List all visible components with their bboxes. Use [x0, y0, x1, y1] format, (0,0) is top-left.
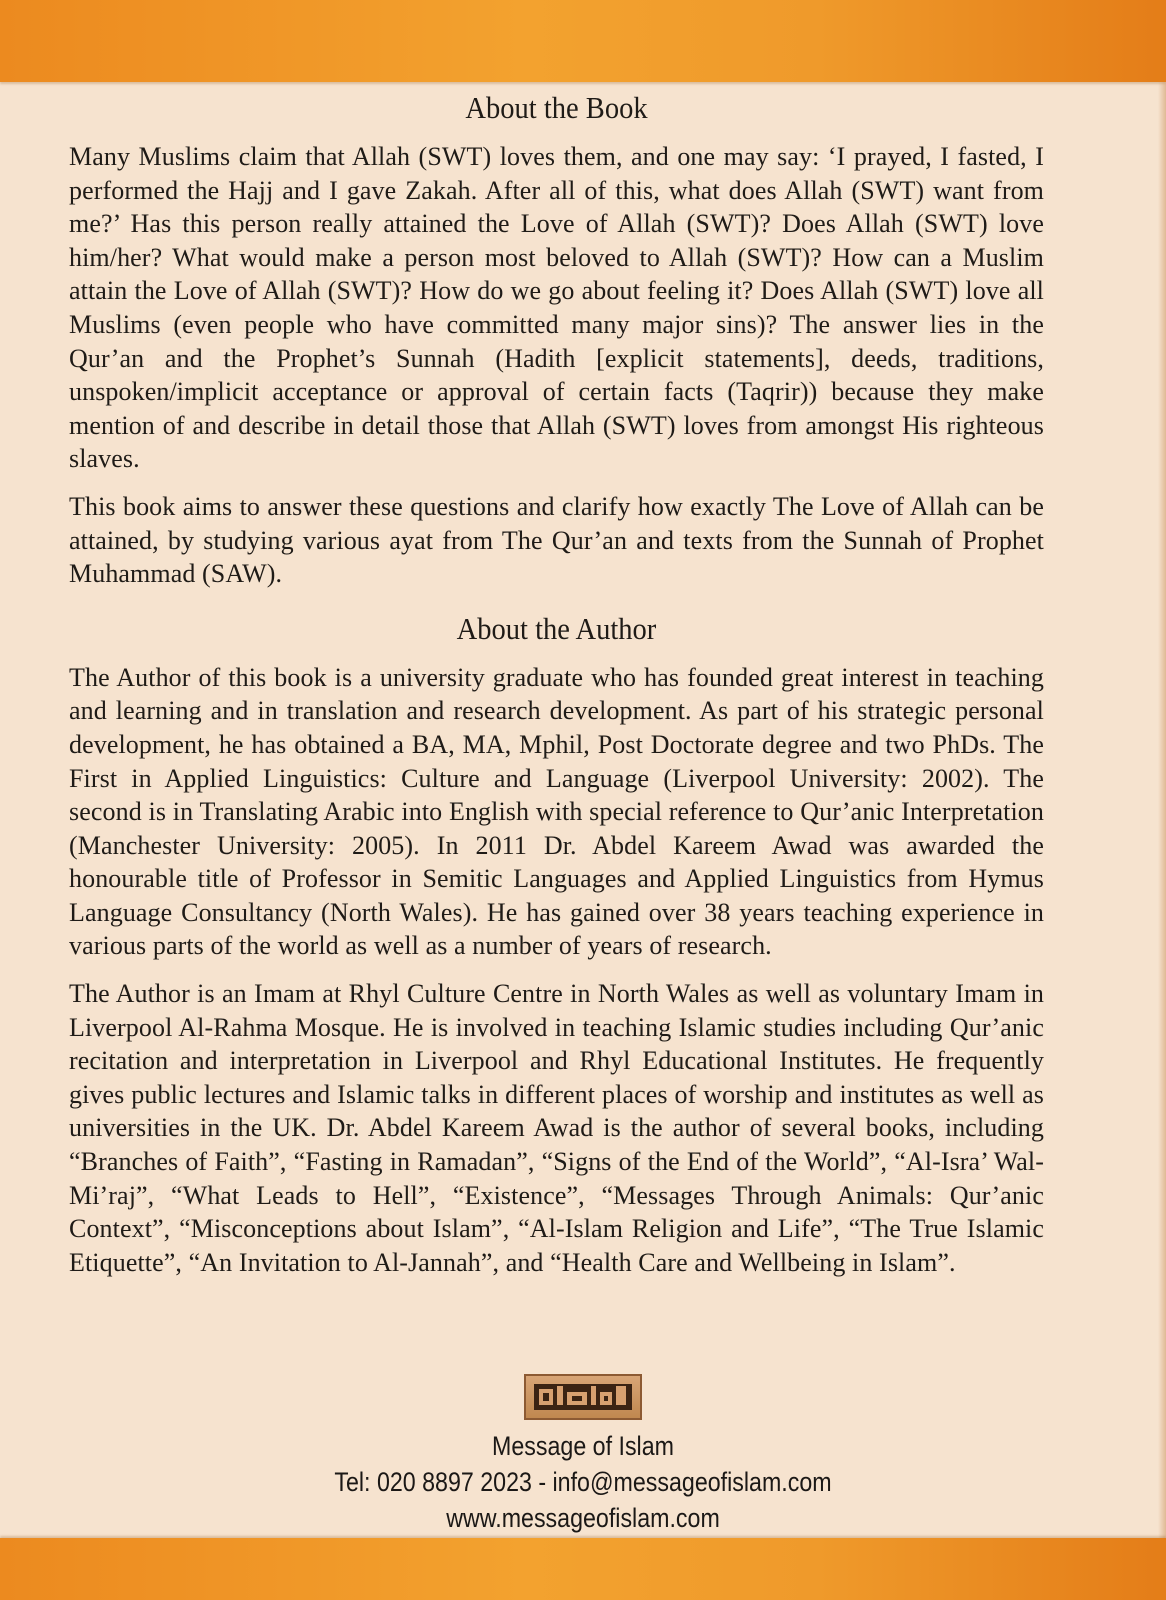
about-author-paragraph-2: The Author is an Imam at Rhyl Culture Centre in North Wales as well as voluntary Imam in Liverpool Al-Rahma Mosque. He is involved in teaching Islamic studies including Qur’anic recitation and interpretation in Liverpool and Rhyl Educational Institutes. He frequently gives public lectures and Islamic talks in different places of worship and institutes as well as universities in the UK. Dr. Abdel Kareem Awad is the author of several books, including “Branches of Faith”, “Fasting in Ramadan”, “Signs of the End of the World”, “Al-Isra’ Wal-Mi’raj”, “What Leads to Hell”, “Existence”, “Messages Through Animals: Qur’anic Context”, “Misconceptions about Islam”, “Al-Islam Religion and Life”, “The True Islamic Etiquette”, “An Invitation to Al-Jannah”, and “Health Care and Wellbeing in Islam”.: [69, 979, 1044, 1277]
about-book-paragraph-2: This book aims to answer these questions and clarify how exactly The Love of Allah can be attained, by studying various ayat from The Qur’an and texts from the Sunnah of Prophet Muhammad (SAW).: [69, 491, 1044, 589]
top-orange-band: [0, 0, 1166, 82]
about-author-paragraph-1: The Author of this book is a university graduate who has founded great interest in teaching and learning and in translation and research development. As part of his strategic personal development, he has obtained a BA, MA, Mphil, Post Doctorate degree and two PhDs. The First in Applied Linguistics: Culture and Language (Liverpool University: 2002). The second is in Translating Arabic into English with special reference to Qur’anic Interpretation (Manchester University: 2005). In 2011 Dr. Abdel Kareem Awad was awarded the honourable title of Professor in Semitic Languages and Applied Linguistics from Hymus Language Consultancy (North Wales). He has gained over 38 years teaching experience in various parts of the world as well as a number of years of research.: [69, 662, 1044, 961]
about-book-heading: About the Book: [465, 90, 648, 125]
publisher-name: Message of Islam: [492, 1431, 674, 1461]
message-of-islam-logo-icon: [524, 1374, 642, 1420]
right-edge-shadow: [1158, 82, 1166, 1538]
about-author-heading: About the Author: [456, 610, 657, 646]
about-book-paragraph-1: Many Muslims claim that Allah (SWT) loves them, and one may say: ‘I prayed, I fasted, I performed the Hajj and I gave Zakah. After all of this, what does Allah (SWT) want from me?’ Has this person really attained the Love of Allah (SWT)? Does Allah (SWT) love him/her? What would make a person most beloved to Allah (SWT)? How can a Muslim attain the Love of Allah (SWT)? How do we go about feeling it? Does Allah (SWT) love all Muslims (even people who have committed many major sins)? The answer lies in the Qur’an and the Prophet’s Sunnah (Hadith [explicit statements], deeds, traditions, unspoken/implicit acceptance or approval of certain facts (Taqrir)) because they make mention of and describe in detail those that Allah (SWT) loves from amongst His righteous slaves.: [69, 142, 1044, 474]
about-book-section: [69, 84, 1044, 591]
publisher-website: www.messageofislam.com: [446, 1503, 720, 1533]
about-author-section: [69, 605, 1044, 1280]
back-cover-text: [69, 84, 1044, 1279]
publisher-footer: [0, 1374, 1166, 1536]
publisher-contact: Tel: 020 8897 2023 - info@messageofislam.com: [334, 1467, 832, 1497]
bottom-orange-band: [0, 1538, 1166, 1600]
